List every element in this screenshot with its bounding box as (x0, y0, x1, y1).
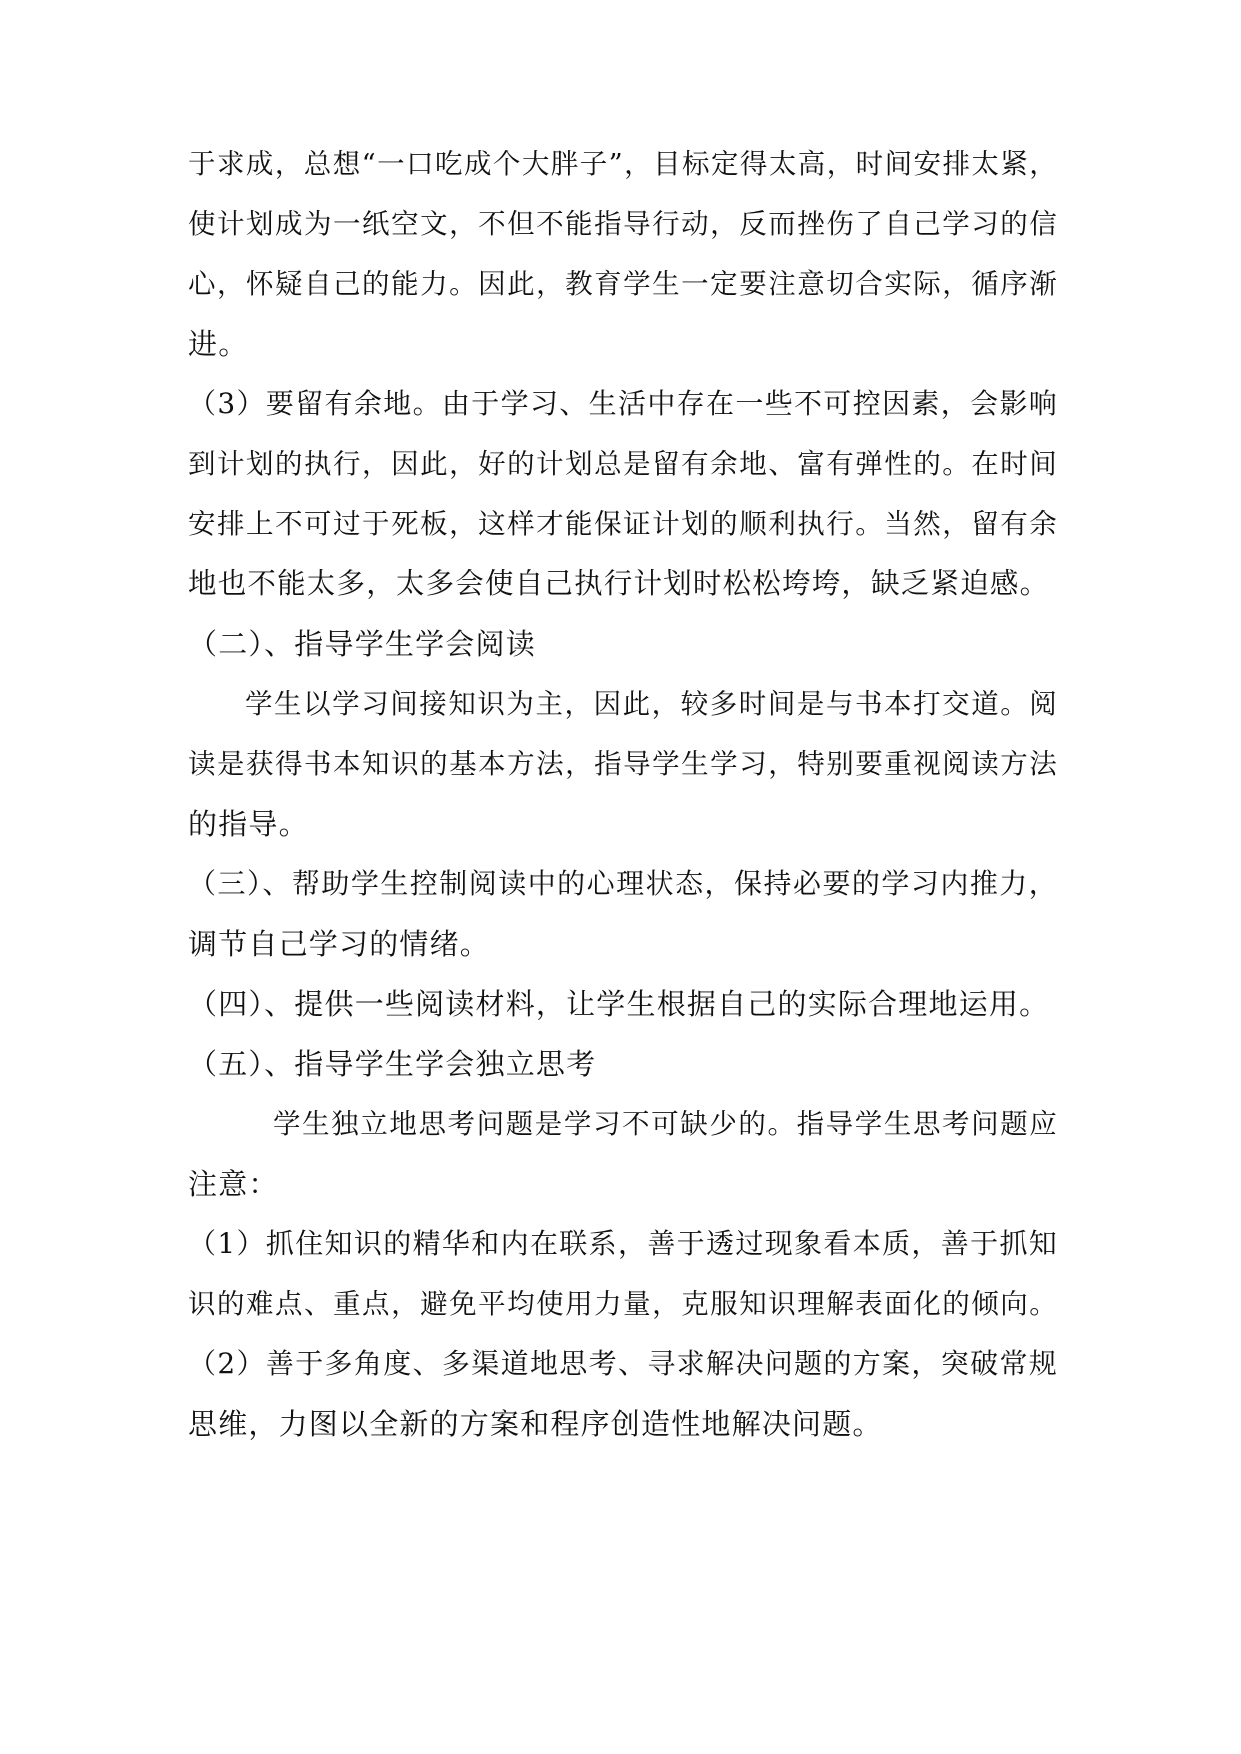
text-line: 心，怀疑自己的能力。因此，教育学生一定要注意切合实际，循序渐 (188, 268, 1058, 300)
text-line: 使计划成为一纸空文，不但不能指导行动，反而挫伤了自己学习的信 (188, 208, 1058, 240)
text-line: 于求成，总想“一口吃成个大胖子”，目标定得太高，时间安排太紧， (188, 148, 1058, 180)
text-line: （2）善于多角度、多渠道地思考、寻求解决问题的方案，突破常规 (188, 1347, 1058, 1380)
text-line: 读是获得书本知识的基本方法，指导学生学习，特别要重视阅读方法 (188, 748, 1058, 780)
text-line: 识的难点、重点，避免平均使用力量，克服知识理解表面化的倾向。 (188, 1288, 1058, 1320)
text-line: 地也不能太多，太多会使自己执行计划时松松垮垮，缺乏紧迫感。 (188, 567, 1050, 600)
text-line: 思维，力图以全新的方案和程序创造性地解决问题。 (188, 1407, 883, 1441)
text-line: 注意： (188, 1167, 279, 1201)
section-heading: （四）、提供一些阅读材料，让学生根据自己的实际合理地运用。 (188, 987, 1050, 1021)
section-heading: （三）、帮助学生控制阅读中的心理状态，保持必要的学习内推力， (188, 867, 1058, 900)
text-line: 到计划的执行，因此，好的计划总是留有余地、富有弹性的。在时间 (188, 448, 1058, 480)
text-line: 的指导。 (188, 807, 309, 841)
text-line: 安排上不可过于死板，这样才能保证计划的顺利执行。当然，留有余 (188, 508, 1058, 540)
text-line: （1）抓住知识的精华和内在联系，善于透过现象看本质，善于抓知 (188, 1227, 1058, 1260)
text-line: （3）要留有余地。由于学习、生活中存在一些不可控因素，会影响 (188, 387, 1058, 420)
section-heading: （五）、指导学生学会独立思考 (188, 1047, 597, 1081)
text-line: 进。 (188, 327, 249, 361)
text-line: 学生独立地思考问题是学习不可缺少的。指导学生思考问题应 (273, 1108, 1058, 1140)
text-line: 调节自己学习的情绪。 (188, 927, 491, 961)
text-line: 学生以学习间接知识为主，因此，较多时间是与书本打交道。阅 (245, 688, 1058, 720)
section-heading: （二）、指导学生学会阅读 (188, 627, 536, 661)
